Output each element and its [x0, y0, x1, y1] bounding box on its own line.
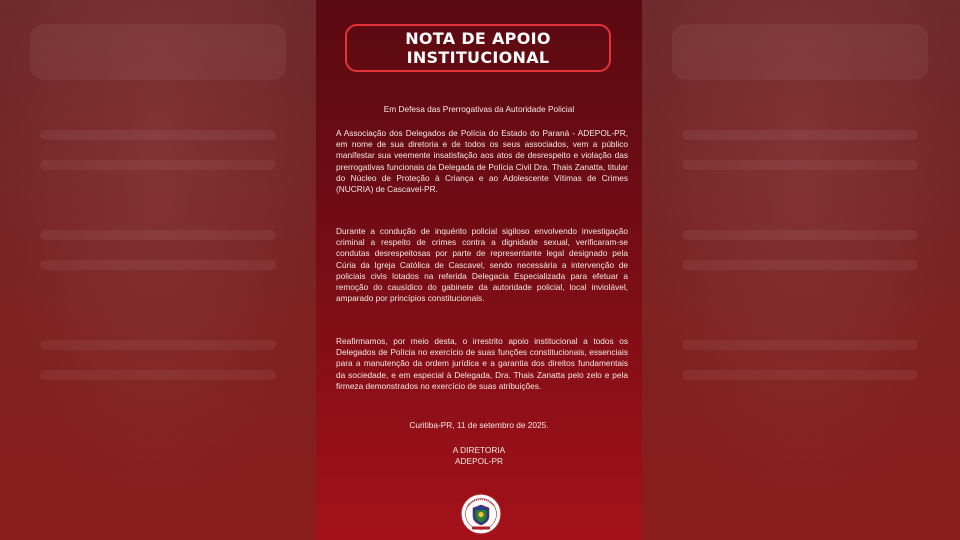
- blurred-text-ghost: [682, 230, 918, 240]
- blurred-text-ghost: [682, 160, 918, 170]
- blurred-text-ghost: [682, 340, 918, 350]
- signature-line-2: ADEPOL-PR: [455, 456, 503, 466]
- blurred-text-ghost: [682, 370, 918, 380]
- title-line-2: INSTITUCIONAL: [406, 48, 550, 67]
- title-line-1: NOTA DE APOIO: [405, 29, 551, 48]
- subtitle: Em Defesa das Prerrogativas da Autoridade Policial: [383, 104, 575, 114]
- signature-line-1: A DIRETORIA: [452, 445, 506, 455]
- paragraph-2: Durante a condução de inquérito policial sigiloso envolvendo investigação criminal a respeito de crimes contra a dignidade sexual, verificaram-se condutas desrespeitosas por parte de representante legal designado pela Cúria da Igreja Católica de Cascavel, sendo necessária a intervenção de policiais civis lotados na referida Delegacia Especializada para efetuar a remoção do causídico do gabinete da autoridade policial, local inviolável, amparado por princípios constitucionais.: [336, 226, 628, 304]
- paragraph-1: A Associação dos Delegados de Polícia do Estado do Paraná - ADEPOL-PR, em nome de sua diretoria e de todos os seus associados, vem a público manifestar sua veemente insatisfação aos atos de desrespeito e violação das prerrogativas funcionais da Delegada de Polícia Civil Dra. Thais Zanatta, titular do Núcleo de Proteção à Criança e ao Adolescente Vítimas de Crimes (NUCRIA) de Cascavel-PR.: [336, 128, 628, 195]
- blurred-background-left: [0, 0, 316, 540]
- blurred-text-ghost: [40, 260, 276, 270]
- blurred-title-ghost: [672, 24, 928, 80]
- title-box: [345, 24, 611, 72]
- paragraph-3: Reafirmamos, por meio desta, o irrestrito apoio institucional a todos os Delegados de Polícia no exercício de suas funções constitucionais, essenciais para a manutenção da ordem jurídica e a garantia dos direitos fundamentais da sociedade, e em especial à Delegada, Dra. Thais Zanatta pelo zelo e pela firmeza demonstrados no exercício de suas atribuições.: [336, 336, 628, 391]
- blurred-text-ghost: [682, 260, 918, 270]
- blurred-text-ghost: [682, 130, 918, 140]
- adepol-seal-icon: [460, 493, 502, 535]
- blurred-text-ghost: [40, 160, 276, 170]
- blurred-text-ghost: [40, 370, 276, 380]
- blurred-background-right: [642, 0, 960, 540]
- blurred-text-ghost: [40, 130, 276, 140]
- date-line: Curitiba-PR, 11 de setembro de 2025.: [409, 420, 549, 430]
- blurred-text-ghost: [40, 230, 276, 240]
- nota-poster: [316, 0, 642, 540]
- blurred-title-ghost: [30, 24, 286, 80]
- blurred-text-ghost: [40, 340, 276, 350]
